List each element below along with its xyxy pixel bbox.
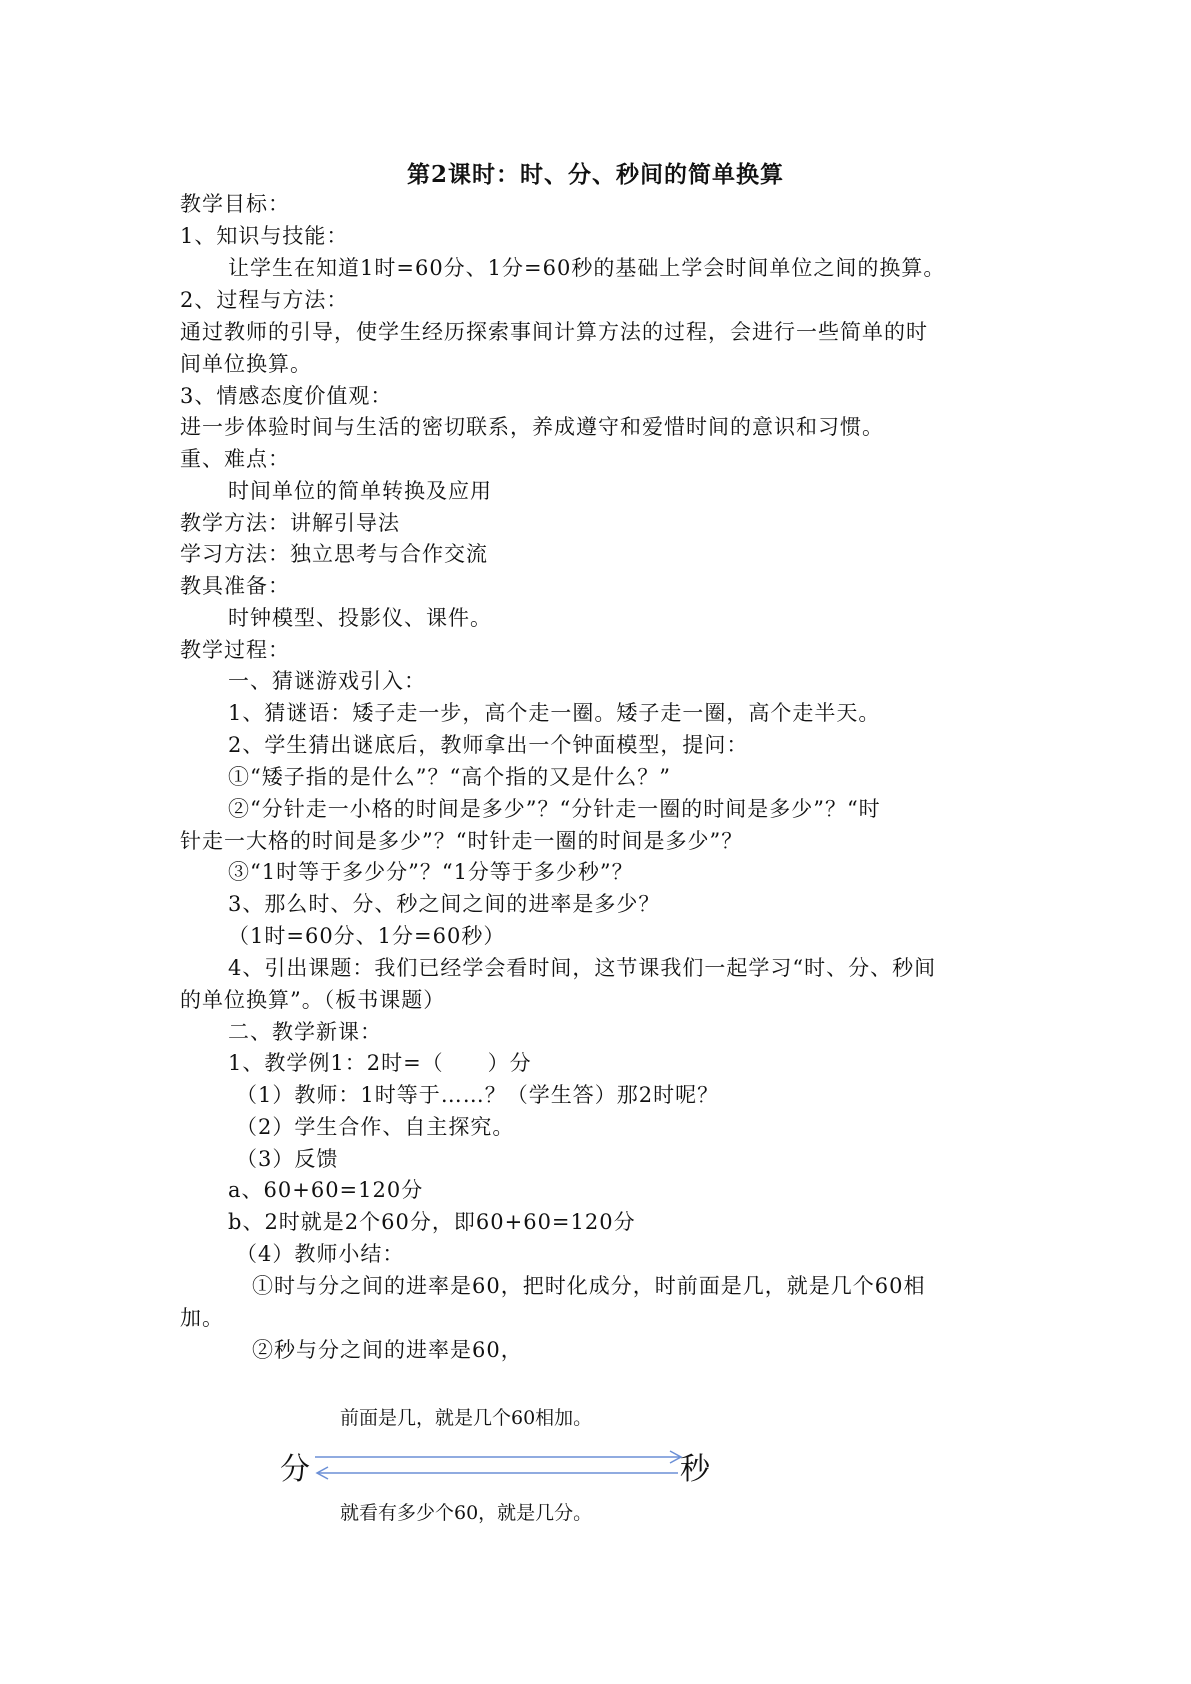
text-line: 时钟模型、投影仪、课件。 xyxy=(228,606,492,630)
text-line: 1、教学例1：2时=（ ）分 xyxy=(228,1051,532,1075)
text-line: 3、情感态度价值观： xyxy=(180,384,393,408)
text-line: 进一步体验时间与生活的密切联系，养成遵守和爱惜时间的意识和习惯。 xyxy=(180,415,884,439)
text-line: 二、教学新课： xyxy=(228,1020,382,1044)
text-line: ③“1时等于多少分”？“1分等于多少秒”？ xyxy=(228,860,634,884)
text-line: a、60+60=120分 xyxy=(228,1178,424,1202)
diagram-top-text: 前面是几，就是几个60相加。 xyxy=(340,1407,593,1429)
diagram-arrows xyxy=(310,1440,690,1490)
text-line: 让学生在知道1时=60分、1分=60秒的基础上学会时间单位之间的换算。 xyxy=(228,256,946,280)
text-line: 2、学生猜出谜底后，教师拿出一个钟面模型，提问： xyxy=(228,733,749,757)
text-line: （2）学生合作、自主探究。 xyxy=(236,1115,515,1139)
text-line: 间单位换算。 xyxy=(180,352,312,376)
text-line: 重、难点： xyxy=(180,447,290,471)
text-line: 教学方法：讲解引导法 xyxy=(180,511,400,535)
text-line: 一、猜谜游戏引入： xyxy=(228,669,426,693)
text-line: 针走一大格的时间是多少”？“时针走一圈的时间是多少”？ xyxy=(180,829,744,853)
text-line: ②秒与分之间的进率是60， xyxy=(252,1338,523,1362)
page-title: 第2课时：时、分、秒间的简单换算 xyxy=(406,161,784,188)
diagram-right-label: 秒 xyxy=(680,1452,710,1487)
text-line: 1、猜谜语：矮子走一步，高个走一圈。矮子走一圈，高个走半天。 xyxy=(228,701,881,725)
text-line: 4、引出课题：我们已经学会看时间，这节课我们一起学习“时、分、秒间 xyxy=(228,956,937,980)
text-line: 教具准备： xyxy=(180,574,290,598)
text-line: 时间单位的简单转换及应用 xyxy=(228,479,492,503)
text-line: ①“矮子指的是什么”？“高个指的又是什么？” xyxy=(228,765,671,789)
text-line: 3、那么时、分、秒之间之间的进率是多少？ xyxy=(228,892,661,916)
text-line: 教学目标： xyxy=(180,192,290,216)
diagram-bottom-text: 就看有多少个60，就是几分。 xyxy=(340,1502,593,1524)
text-line: b、2时就是2个60分，即60+60=120分 xyxy=(228,1210,636,1234)
text-line: 教学过程： xyxy=(180,638,290,662)
text-line: （4）教师小结： xyxy=(236,1242,405,1266)
text-line: ①时与分之间的进率是60，把时化成分，时前面是几，就是几个60相 xyxy=(252,1274,926,1298)
diagram-left-label: 分 xyxy=(280,1452,310,1487)
text-line: （1）教师：1时等于……？（学生答）那2时呢？ xyxy=(236,1083,720,1107)
text-line: 1、知识与技能： xyxy=(180,224,349,248)
text-line: 通过教师的引导，使学生经历探索事间计算方法的过程，会进行一些简单的时 xyxy=(180,320,928,344)
text-line: 2、过程与方法： xyxy=(180,288,349,312)
text-line: （1时=60分、1分=60秒） xyxy=(228,924,506,948)
text-line: 学习方法：独立思考与合作交流 xyxy=(180,542,488,566)
text-line: 加。 xyxy=(180,1306,224,1330)
text-line: （3）反馈 xyxy=(236,1147,339,1171)
text-line: ②“分针走一小格的时间是多少”？“分针走一圈的时间是多少”？“时 xyxy=(228,797,881,821)
text-line: 的单位换算”。（板书课题） xyxy=(180,988,446,1012)
